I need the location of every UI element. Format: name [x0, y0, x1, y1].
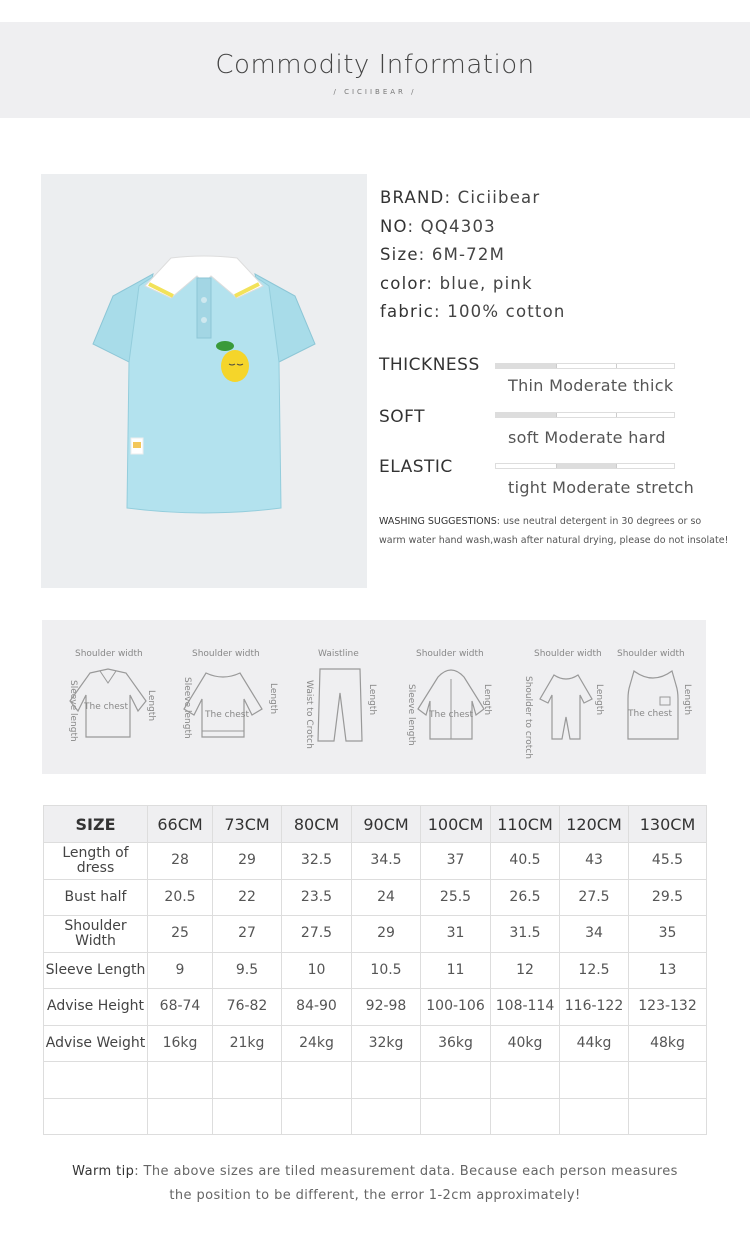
table-row: Bust half 20.5 22 23.5 24 25.5 26.5 27.5 29.5	[44, 879, 707, 916]
table-row: Length of dress 28 29 32.5 34.5 37 40.5 43 45.5	[44, 843, 707, 880]
soft-caption: soft Moderate hard	[508, 428, 666, 447]
spec-color: color: blue, pink	[380, 273, 533, 293]
romper-icon	[534, 665, 598, 745]
table-row-empty	[44, 1098, 707, 1135]
table-row-empty	[44, 1062, 707, 1099]
measure-shirt: Shoulder width Sleeve length Length The chest	[42, 620, 160, 774]
washing-suggestions: WASHING SUGGESTIONS: use neutral detergent in 30 degrees or so warm water hand wash,wash after natural drying, please do not insolate!	[379, 516, 729, 546]
header-banner	[0, 22, 750, 118]
spec-size: Size: 6M-72M	[380, 245, 506, 265]
measure-hoodie: Shoulder width Sleeve length Length The chest	[406, 649, 492, 746]
table-row: Shoulder Width 25 27 27.5 29 31 31.5 34 35	[44, 916, 707, 953]
hoodie-icon	[414, 665, 488, 745]
vest-icon	[622, 665, 684, 745]
thickness-scale	[495, 363, 675, 369]
pants-icon	[314, 665, 368, 745]
elastic-scale	[495, 463, 675, 469]
warm-tip: Warm tip: The above sizes are tiled measurement data. Because each person measures the position to be different, the error 1-2cm approximately!	[72, 1164, 678, 1203]
measure-vest: Shoulder width Length The chest	[614, 620, 706, 774]
measure-pants: Waistline Waist to Crotch Length	[304, 649, 377, 749]
thickness-caption: Thin Moderate thick	[508, 376, 674, 395]
thickness-label: THICKNESS	[379, 355, 480, 375]
spec-no: NO: QQ4303	[380, 216, 496, 236]
table-row: Sleeve Length 9 9.5 10 10.5 11 12 12.5 13	[44, 952, 707, 989]
spec-list	[380, 184, 566, 327]
elastic-label: ELASTIC	[379, 457, 453, 477]
measurement-guide	[42, 620, 706, 774]
elastic-caption: tight Moderate stretch	[508, 478, 695, 497]
table-row: Advise Weight 16kg 21kg 24kg 32kg 36kg 40kg 44kg 48kg	[44, 1025, 707, 1062]
spec-fabric: fabric: 100% cotton	[380, 302, 566, 322]
soft-scale	[495, 412, 675, 418]
soft-label: SOFT	[379, 407, 426, 427]
page-title: Commodity Information	[215, 50, 535, 80]
polo-shirt-image	[41, 174, 367, 588]
spec-brand: BRAND: Ciciibear	[380, 188, 541, 207]
table-row: Advise Height 68-74 76-82 84-90 92-98 100-106 108-114 116-122 123-132	[44, 989, 707, 1026]
size-table-header: SIZE 66CM 73CM 80CM 90CM 100CM 110CM 120CM 130CM	[44, 806, 707, 843]
size-table	[43, 805, 707, 1135]
brand-subtitle: / CICIIBEAR /	[333, 88, 417, 96]
product-photo	[41, 174, 367, 588]
measure-sweater: Shoulder width Sleeve length Length The chest	[160, 620, 278, 774]
sweater-icon	[178, 665, 268, 745]
measure-romper: Shoulder width Shoulder to crotch Length	[523, 649, 604, 759]
